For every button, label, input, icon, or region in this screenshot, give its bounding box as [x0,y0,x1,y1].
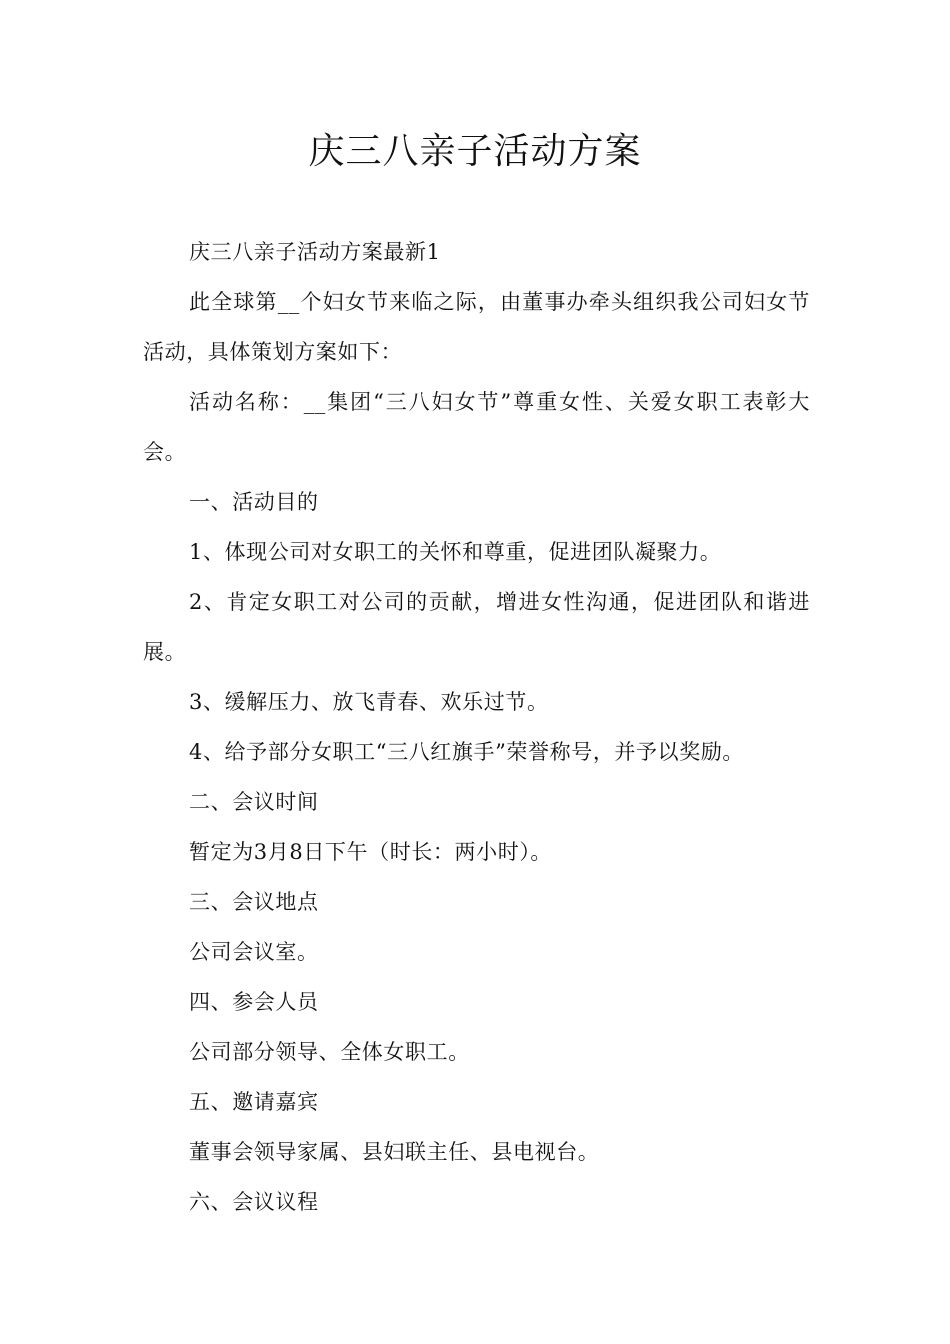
section-heading-location: 三、会议地点 [189,890,319,914]
section-heading-guests: 五、邀请嘉宾 [189,1090,319,1114]
section-heading-time: 二、会议时间 [189,790,319,814]
section-heading-purpose: 一、活动目的 [189,490,319,514]
paragraph-intro: 此全球第__个妇女节来临之际，由董事办牵头组织我公司妇女节活动，具体策划方案如下： [143,290,810,364]
purpose-item-1: 1、体现公司对女职工的关怀和尊重，促进团队凝聚力。 [189,540,722,564]
paragraph-guests: 董事会领导家属、县妇联主任、县电视台。 [189,1140,600,1164]
document-body [143,227,810,1227]
paragraph-location: 公司会议室。 [189,940,319,964]
purpose-item-4: 4、给予部分女职工“三八红旗手”荣誉称号，并予以奖励。 [189,740,745,764]
paragraph-subtitle: 庆三八亲子活动方案最新1 [189,240,441,264]
paragraph-time: 暂定为3月8日下午（时长：两小时）。 [189,840,553,864]
document-title: 庆三八亲子活动方案 [308,131,642,172]
purpose-item-2: 2、肯定女职工对公司的贡献，增进女性沟通，促进团队和谐进展。 [143,590,810,664]
paragraph-activity-name: 活动名称：__集团“三八妇女节”尊重女性、关爱女职工表彰大会。 [143,390,810,464]
purpose-item-3: 3、缓解压力、放飞青春、欢乐过节。 [189,690,549,714]
section-heading-agenda: 六、会议议程 [189,1190,319,1214]
paragraph-attendees: 公司部分领导、全体女职工。 [189,1040,470,1064]
section-heading-attendees: 四、参会人员 [189,990,319,1014]
